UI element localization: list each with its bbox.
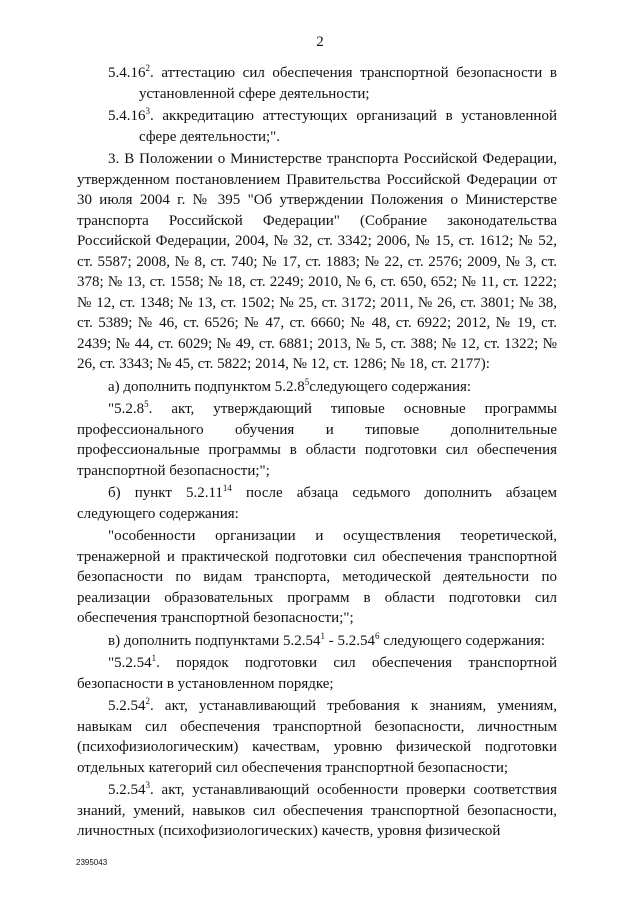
paragraph-v: в) дополнить подпунктами 5.2.54$^1$ - 5.2.54$^6$ следующего содержания: — [108, 630, 546, 649]
paragraph-a: а) дополнить подпунктом 5.2.8$^5$следующего содержания: — [108, 376, 472, 395]
paragraph-5-2-54-2: 5.2.54$^2$. акт, устанавливающий требования к знаниям, умениям, навыкам сил обеспечения транспортной безопасности, личностным (психофизиологическим) качествам, уровню физической подготовки отдельных категорий сил обеспечения транспортной безопасности; — [77, 696, 557, 776]
paragraph-item-3: 3. В Положении о Министерстве транспорта Российской Федерации, утвержденном постановлением Правительства Российской Федерации от 30 июля 2004 г. № 395 "Об утверждении Положения о Министерстве транспорта Российской Федерации" (Собрание законодательства Российской Федерации, 2004, № 32, ст. 3342; 2006, № 15, ст. 1612; № 52, ст. 5587; 2008, № 8, ст. 740; № 17, ст. 1883; № 22, ст. 2576; 2009, № 3, ст. 378; № 13, ст. 1558; № 18, ст. 2249; 2010, № 6, ст. 650, 652; № 11, ст. 1222; № 12, ст. 1348; № 13, ст. 1502; № 25, ст. 3172; 2011, № 26, ст. 3801; № 38, ст. 5389; № 46, ст. 6526; № 47, ст. 6660; № 48, ст. 6922; 2012, № 19, ст. 2439; № 44, ст. 6029; № 49, ст. 6881; 2013, № 5, ст. 388; № 12, ст. 1322; № 26, ст. 3343; № 45, ст. 5822; 2014, № 12, ст. 1286; № 18, ст. 2177): — [77, 151, 557, 372]
paragraph-features: "особенности организации и осуществления теоретической, тренажерной и практической подготовки сил обеспечения транспортной безопасности по видам транспорта, методической деятельности по реализации образовательных программ в области подготовки сил обеспечения транспортной безопасности;"; — [77, 528, 557, 626]
page-number: 2 — [316, 34, 324, 50]
paragraph-5-2-54-3: 5.2.54$^3$. акт, устанавливающий особенности проверки соответствия знаний, умений, навыков сил обеспечения транспортной безопасности, личностных (психофизиологических) качеств, уровня физической — [77, 780, 557, 839]
document-body — [77, 63, 557, 844]
paragraph-b: б) пункт 5.2.11$^{14}$ после абзаца седьмого дополнить абзацем следующего содержания: — [77, 483, 557, 522]
paragraph-5-4-16-3: 5.4.16$^3$. аккредитацию аттестующих организаций в установленной сфере деятельности;". — [108, 106, 557, 145]
paragraph-5-2-8-5: "5.2.8$^5$. акт, утверждающий типовые основные программы профессионального обучения и типовые дополнительные профессиональные программы в области подготовки сил обеспечения транспортной безопасности;"; — [77, 399, 557, 479]
document-code: 2395043 — [76, 858, 108, 867]
paragraph-5-4-16-2: 5.4.16$^2$. аттестацию сил обеспечения транспортной безопасности в установленной сфере деятельности; — [108, 63, 557, 102]
paragraph-5-2-54-1: "5.2.54$^1$. порядок подготовки сил обеспечения транспортной безопасности в установленном порядке; — [77, 653, 557, 692]
